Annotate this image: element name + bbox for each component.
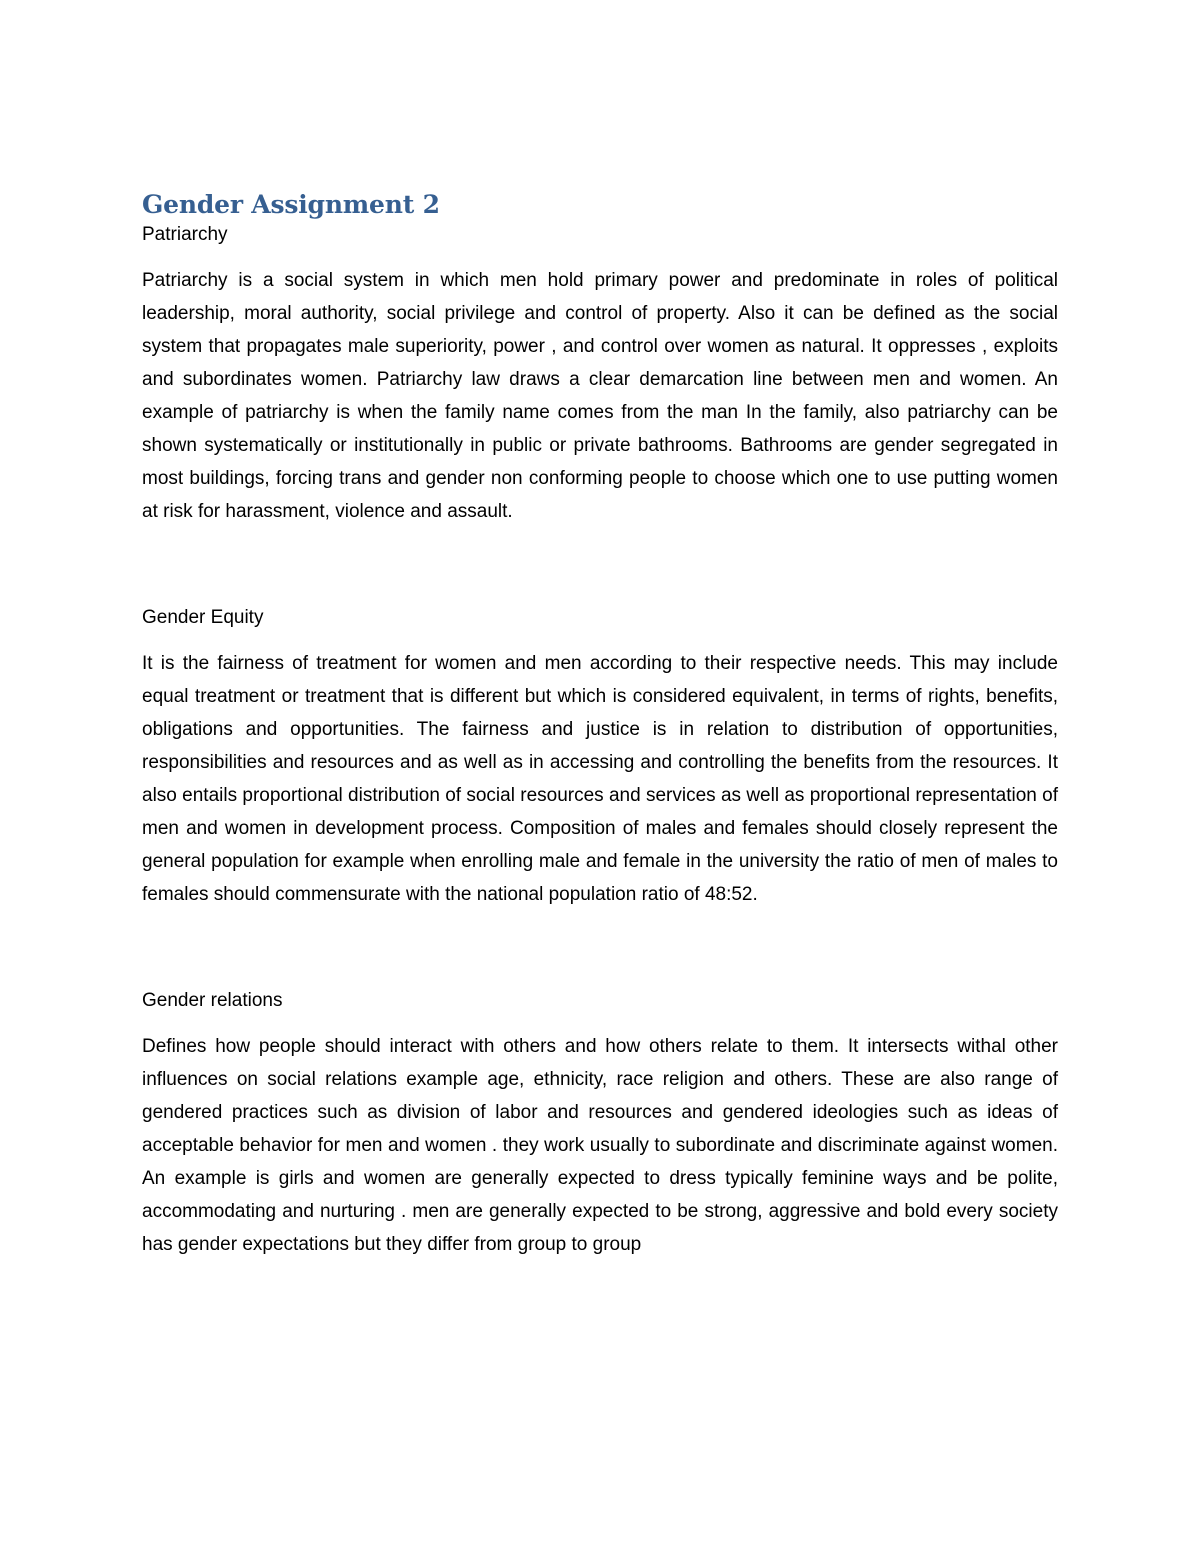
section-gender-relations — [142, 988, 1058, 1261]
section-heading: Gender relations — [142, 990, 283, 1011]
section-patriarchy — [142, 222, 1058, 528]
section-gender-equity — [142, 605, 1058, 911]
document-title: Gender Assignment 2 — [142, 190, 440, 219]
section-body: It is the fairness of treatment for women and men according to their respective needs. This may include equal treatment or treatment that is different but which is considered equivalent, in terms of rights, benefits, obligations and opportunities. The fairness and justice is in relation to distribution of opportunities, responsibilities and resources and as well as in accessing and controlling the benefits from the resources. It also entails proportional distribution of social resources and services as well as proportional representation of men and women in development process. Composition of males and females should closely represent the general population for example when enrolling male and female in the university the ratio of men of males to females should commensurate with the national population ratio of 48:52. — [142, 653, 1058, 905]
section-body: Patriarchy is a social system in which men hold primary power and predominate in roles of political leadership, moral authority, social privilege and control of property. Also it can be defined as the social system that propagates male superiority, power , and control over women as natural. It oppresses , exploits and subordinates women. Patriarchy law draws a clear demarcation line between men and women. An example of patriarchy is when the family name comes from the man In the family, also patriarchy can be shown systematically or institutionally in public or private bathrooms. Bathrooms are gender segregated in most buildings, forcing trans and gender non conforming people to choose which one to use putting women at risk for harassment, violence and assault. — [142, 270, 1058, 522]
document-page — [142, 188, 1058, 1261]
section-heading: Gender Equity — [142, 607, 264, 628]
section-body: Defines how people should interact with others and how others relate to them. It intersects withal other influences on social relations example age, ethnicity, race religion and others. These are also range of gendered practices such as division of labor and resources and gendered ideologies such as ideas of acceptable behavior for men and women . they work usually to subordinate and discriminate against women. An example is girls and women are generally expected to dress typically feminine ways and be polite, accommodating and nurturing . men are generally expected to be strong, aggressive and bold every society has gender expectations but they differ from group to group — [142, 1036, 1058, 1255]
section-heading: Patriarchy — [142, 224, 228, 245]
